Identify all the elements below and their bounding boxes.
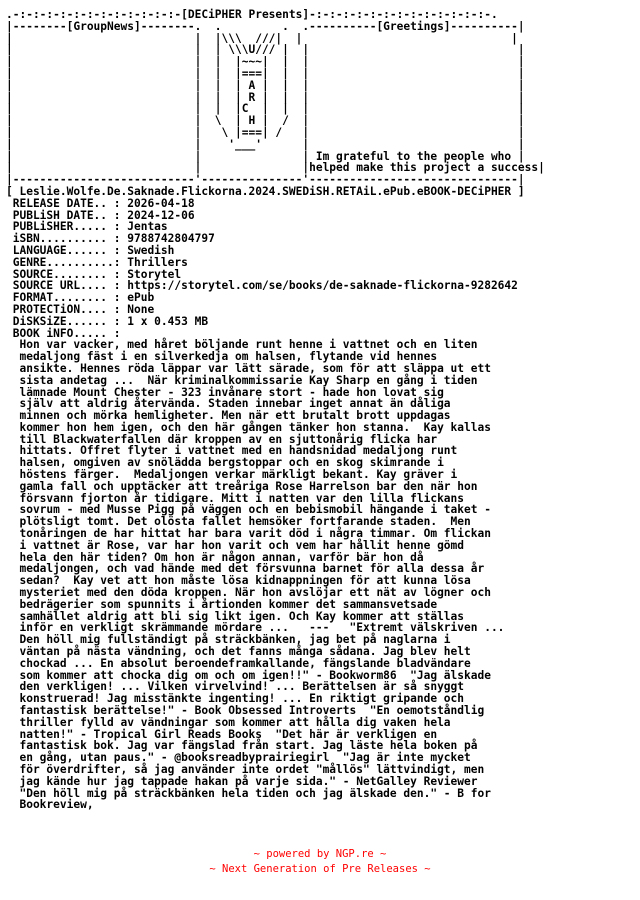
- nfo-line: samhället aldrig att bli sig likt igen. Och Kay kommer att ställas: [6, 609, 465, 623]
- nfo-line: FORMAT........ : ePub: [6, 291, 155, 305]
- nfo-text-block: [6, 9, 545, 811]
- nfo-line: gamla fall och upptäcker att treåriga Rose Harrelson bar den när hon: [6, 479, 478, 493]
- nfo-line: | | | |C | | | |: [6, 102, 525, 116]
- nfo-line: Hon var vacker, med håret böljande runt henne i vattnet och en liten: [6, 338, 478, 352]
- nfo-line: en gång, utan paus." - @booksreadbyprairiegirl "Jag är inte mycket: [6, 751, 471, 765]
- nfo-line: i vattnet är Rose, var har hon varit och vem har hållit henne gömd: [6, 538, 465, 552]
- nfo-line: till Blackwaterfallen där kroppen av en sjuttonårig flicka har: [6, 432, 438, 446]
- nfo-line: [ Leslie.Wolfe.De.Saknade.Flickorna.2024.SWEDiSH.RETAiL.ePub.eBOOK-DECiPHER ]: [6, 184, 525, 198]
- nfo-line: halsen, omgiven av snölädda bergstoppar och en skog skimrande i: [6, 456, 444, 470]
- nfo-line: försvann fjorton år tidigare. Mitt i natten var den lilla flickans: [6, 491, 465, 505]
- nfo-line: den verkligen! ... Vilken virvelvind! ... Berättelsen är så snyggt: [6, 680, 465, 694]
- nfo-line: LANGUAGE...... : Swedish: [6, 243, 175, 257]
- nfo-line: hela den här tiden? Om hon är någon annan, varför bär hon då: [6, 550, 424, 564]
- nfo-line: plötsligt tomt. Det olösta fallet hemsöker fortfarande staden. Men: [6, 515, 471, 529]
- nfo-line: SOURCE........ : Storytel: [6, 267, 182, 281]
- nfo-line: | | |\\\ ///| | |: [6, 31, 518, 45]
- nfo-line: kommer hon hem igen, och den här gången tänker hon stanna. Kay kallas: [6, 420, 491, 434]
- nfo-line: lämnade Mount Chester - 323 invånare stort - hade hon lovat sig: [6, 385, 444, 399]
- nfo-line: thriller fylld av vändningar som kommer att hålla dig vaken hela: [6, 715, 451, 729]
- nfo-line: tonåringen de har hittat har bara varit död i några timmar. Om flickan: [6, 527, 491, 541]
- nfo-line: iSBN.......... : 9788742804797: [6, 232, 215, 246]
- nfo-line: GENRE..........: Thrillers: [6, 255, 188, 269]
- nfo-line: ansikte. Hennes röda läppar var lätt särade, som för att släppa ut ett: [6, 361, 491, 375]
- nfo-line: sista andetag ... När kriminalkommissarie Kay Sharp en gång i tiden: [6, 373, 478, 387]
- nfo-line: chockad ... En absolut beroendeframkallande, fängslande bladvändare: [6, 656, 471, 670]
- nfo-line: |--------[GroupNews]--------. . . .----------[Greetings]----------|: [6, 19, 525, 33]
- nfo-line: Den höll mig fullständigt på sträckbänken, jag bet på naglarna i: [6, 633, 451, 647]
- nfo-line: mysteriet med den döda kroppen. När hon avslöjar ett nät av lögner och: [6, 586, 491, 600]
- nfo-line: SOURCE URL.... : https://storytel.com/se/books/de-saknade-flickorna-9282642: [6, 279, 518, 293]
- nfo-line: jag kände hur jag tappade hakan på varje sida." - NetGalley Reviewer: [6, 774, 478, 788]
- nfo-line: .-:-:-:-:-:-:-:-:-:-:-:-:-[DECiPHER Presents]-:-:-:-:-:-:-:-:-:-:-:-:-:-.: [6, 8, 498, 21]
- nfo-line: inför en verkligt skrämmande mördare ... --- "Extremt välskriven ...: [6, 621, 505, 635]
- nfo-line: fantastisk berättelse!" - Book Obsessed Introverts "En oemotståndlig: [6, 704, 485, 718]
- tagline-footer: ~ Next Generation of Pre Releases ~: [209, 863, 431, 875]
- nfo-line: konstruerad! Jag misstänkte ingenting! ... En riktigt gripande och: [6, 692, 465, 706]
- nfo-line: | | | |~~~| | | |: [6, 55, 525, 69]
- nfo-line: fantastisk bok. Jag var fängslad från start. Jag läste hela boken på: [6, 739, 478, 753]
- nfo-line: för överdrifter, så jag använder inte ordet "mållös" lättvindigt, men: [6, 763, 485, 776]
- nfo-line: höstens färger. Medaljongen verkar märkligt bekant. Kay gräver i: [6, 468, 458, 482]
- powered-by-footer: ~ powered by NGP.re ~: [253, 848, 387, 860]
- nfo-line: medaljongen, och vad hände med det försvunna barnet för alla dessa år: [6, 562, 485, 576]
- nfo-line: | | \ | H | / | |: [6, 114, 525, 128]
- nfo-line: | | |helped make this project a success|: [6, 161, 545, 175]
- nfo-line: själv att aldrig återvända. Staden innebar inget annat än dåliga: [6, 397, 451, 411]
- nfo-line: | | | \\\U/// | | |: [6, 43, 525, 57]
- nfo-line: "Den höll mig på sträckbänken hela tiden och jag älskade den." - B for: [6, 786, 491, 800]
- nfo-line: medaljong fäst i en silverkedja om halsen, flytande vid hennes: [6, 350, 438, 364]
- nfo-line: sedan? Kay vet att hon måste lösa kidnappningen för att kunna lösa: [6, 574, 471, 588]
- nfo-line: natten!" - Tropical Girl Reads Books "Det här är verkligen en: [6, 727, 438, 741]
- nfo-line: | | \ |===| / | |: [6, 125, 525, 139]
- nfo-line: PUBLiSH DATE.. : 2024-12-06: [6, 208, 195, 222]
- nfo-line: som kommer att chocka dig om och om igen!!" - Bookworm86 "Jag älskade: [6, 668, 491, 682]
- nfo-line: väntan på nästa vändning, och det fanns många sådana. Jag blev helt: [6, 645, 471, 659]
- nfo-line: bedrägerier som spunnits i årtionden kommer det sammansvetsade: [6, 597, 438, 611]
- nfo-line: PUBLiSHER..... : Jentas: [6, 220, 168, 234]
- nfo-line: hittats. Offret flyter i vattnet med en handsnidad medaljong runt: [6, 444, 458, 458]
- nfo-line: RELEASE DATE.. : 2026-04-18: [6, 196, 195, 210]
- nfo-line: | | | Im grateful to the people who |: [6, 149, 525, 163]
- nfo-line: DiSKSiZE...... : 1 x 0.453 MB: [6, 314, 209, 328]
- nfo-line: minnen och mörka hemligheter. Men när ett brutalt brott uppdagas: [6, 409, 451, 423]
- nfo-line: BOOK iNFO..... :: [6, 326, 121, 340]
- nfo-line: | | '___' | |: [6, 137, 525, 151]
- nfo-line: | | | | A | | | |: [6, 78, 525, 92]
- nfo-line: sovrum - med Musse Pigg på väggen och en bebismobil hängande i taket -: [6, 503, 491, 517]
- nfo-line: PROTECTiON.... : None: [6, 302, 155, 316]
- nfo-line: |---------------------------'---------------'-------------------------------|: [6, 173, 525, 187]
- nfo-line: | | | | R | | | |: [6, 90, 525, 104]
- nfo-line: | | | |===| | | |: [6, 66, 525, 80]
- nfo-line: Bookreview,: [6, 798, 94, 812]
